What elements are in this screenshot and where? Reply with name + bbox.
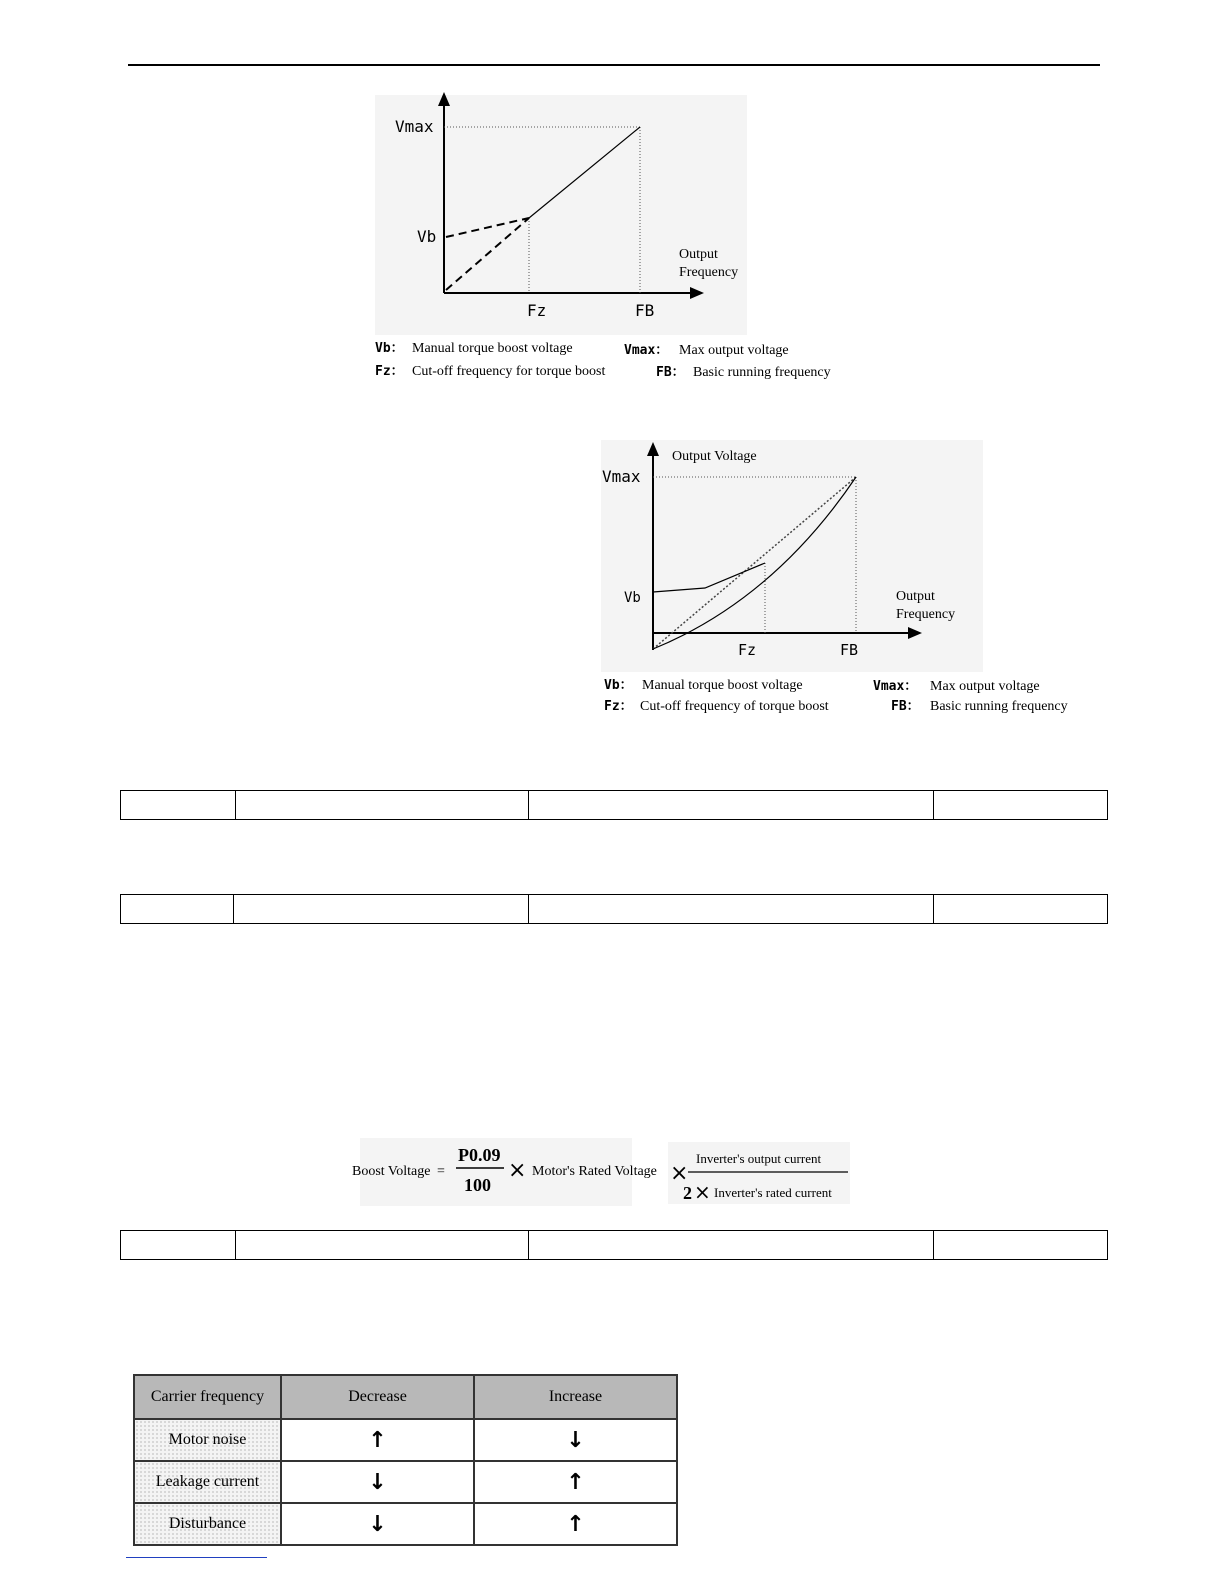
figure-linear-torque-boost: [370, 90, 860, 385]
formula-frac1-numerator: P0.09: [458, 1145, 501, 1165]
x-axis-label-line1: Output: [679, 247, 718, 262]
table-row: [134, 1503, 677, 1545]
carrier-frequency-table: [133, 1374, 678, 1546]
times-sign-1: ×: [508, 1158, 527, 1183]
table-cell: [121, 791, 236, 820]
footer-link-underline[interactable]: [126, 1557, 267, 1558]
up-arrow-icon: ↑: [281, 1419, 474, 1461]
header-increase: Increase: [474, 1375, 677, 1419]
table-cell: [529, 1231, 934, 1260]
table-row: [134, 1461, 677, 1503]
vmax-label: Vmax: [602, 467, 641, 486]
table-cell: [934, 791, 1108, 820]
legend-vb-text: Manual torque boost voltage: [412, 341, 573, 356]
fb-label: FB: [635, 301, 655, 320]
formula-frac2-numerator: Inverter's output current: [696, 1151, 822, 1166]
table-cell: [234, 895, 529, 924]
y-axis-label: Output Voltage: [672, 449, 757, 464]
legend-fz-symbol: Fz：: [375, 364, 404, 379]
legend-fb-text: Basic running frequency: [693, 365, 831, 380]
table-cell: [236, 1231, 529, 1260]
vmax-label: Vmax: [395, 117, 434, 136]
table-cell: [529, 895, 934, 924]
figure-square-torque-boost: [598, 438, 1103, 720]
times-sign-3: ×: [694, 1180, 711, 1204]
header-rule: [128, 64, 1100, 66]
legend-fz-text: Cut-off frequency for torque boost: [412, 364, 606, 379]
header-carrier-frequency: Carrier frequency: [134, 1375, 281, 1419]
fz-label: Fz: [527, 301, 547, 320]
legend-fb-symbol: FB：: [891, 699, 920, 714]
vb-label: Vb: [624, 590, 641, 606]
legend-vb-symbol: Vb：: [375, 341, 404, 356]
formula-equals: =: [437, 1164, 445, 1179]
x-axis-label-line2: Frequency: [896, 607, 956, 622]
formula-lhs: Boost Voltage: [352, 1164, 431, 1179]
header-decrease: Decrease: [281, 1375, 474, 1419]
row-label: Disturbance: [134, 1503, 281, 1545]
up-arrow-icon: ↑: [474, 1503, 677, 1545]
legend-vb-text: Manual torque boost voltage: [642, 678, 803, 693]
parameter-table-1: [120, 790, 1108, 820]
legend-fb-text: Basic running frequency: [930, 699, 1068, 714]
legend-fb-symbol: FB：: [656, 365, 685, 380]
table-cell: [529, 791, 934, 820]
legend-fz-symbol: Fz：: [604, 699, 633, 714]
table-cell: [934, 895, 1108, 924]
table-row: [134, 1419, 677, 1461]
boost-voltage-formula: [350, 1136, 855, 1208]
legend-vb-symbol: Vb：: [604, 678, 633, 693]
formula-frac1-denominator: 100: [464, 1175, 491, 1195]
table-cell: [236, 791, 529, 820]
down-arrow-icon: ↓: [281, 1461, 474, 1503]
table-cell: [121, 895, 234, 924]
formula-frac2-den-text: Inverter's rated current: [714, 1185, 832, 1200]
times-sign-2: ×: [670, 1161, 689, 1186]
fb-label: FB: [840, 641, 859, 659]
table-cell: [121, 1231, 236, 1260]
legend-vmax-symbol: Vmax：: [873, 679, 918, 694]
formula-frac2-den-coef: 2: [683, 1183, 692, 1203]
legend-vmax-symbol: Vmax：: [624, 343, 669, 358]
table-cell: [934, 1231, 1108, 1260]
row-label: Motor noise: [134, 1419, 281, 1461]
x-axis-label-line2: Frequency: [679, 265, 739, 280]
parameter-table-2: [120, 894, 1108, 924]
row-label: Leakage current: [134, 1461, 281, 1503]
x-axis-label-line1: Output: [896, 589, 935, 604]
vb-label: Vb: [417, 227, 437, 246]
down-arrow-icon: ↓: [474, 1419, 677, 1461]
legend-fz-text: Cut-off frequency of torque boost: [640, 699, 829, 714]
legend-vmax-text: Max output voltage: [930, 679, 1040, 694]
up-arrow-icon: ↑: [474, 1461, 677, 1503]
legend-vmax-text: Max output voltage: [679, 343, 789, 358]
formula-term2: Motor's Rated Voltage: [532, 1164, 657, 1179]
table-header-row: [134, 1375, 677, 1419]
parameter-table-3: [120, 1230, 1108, 1260]
fz-label: Fz: [738, 641, 757, 659]
down-arrow-icon: ↓: [281, 1503, 474, 1545]
